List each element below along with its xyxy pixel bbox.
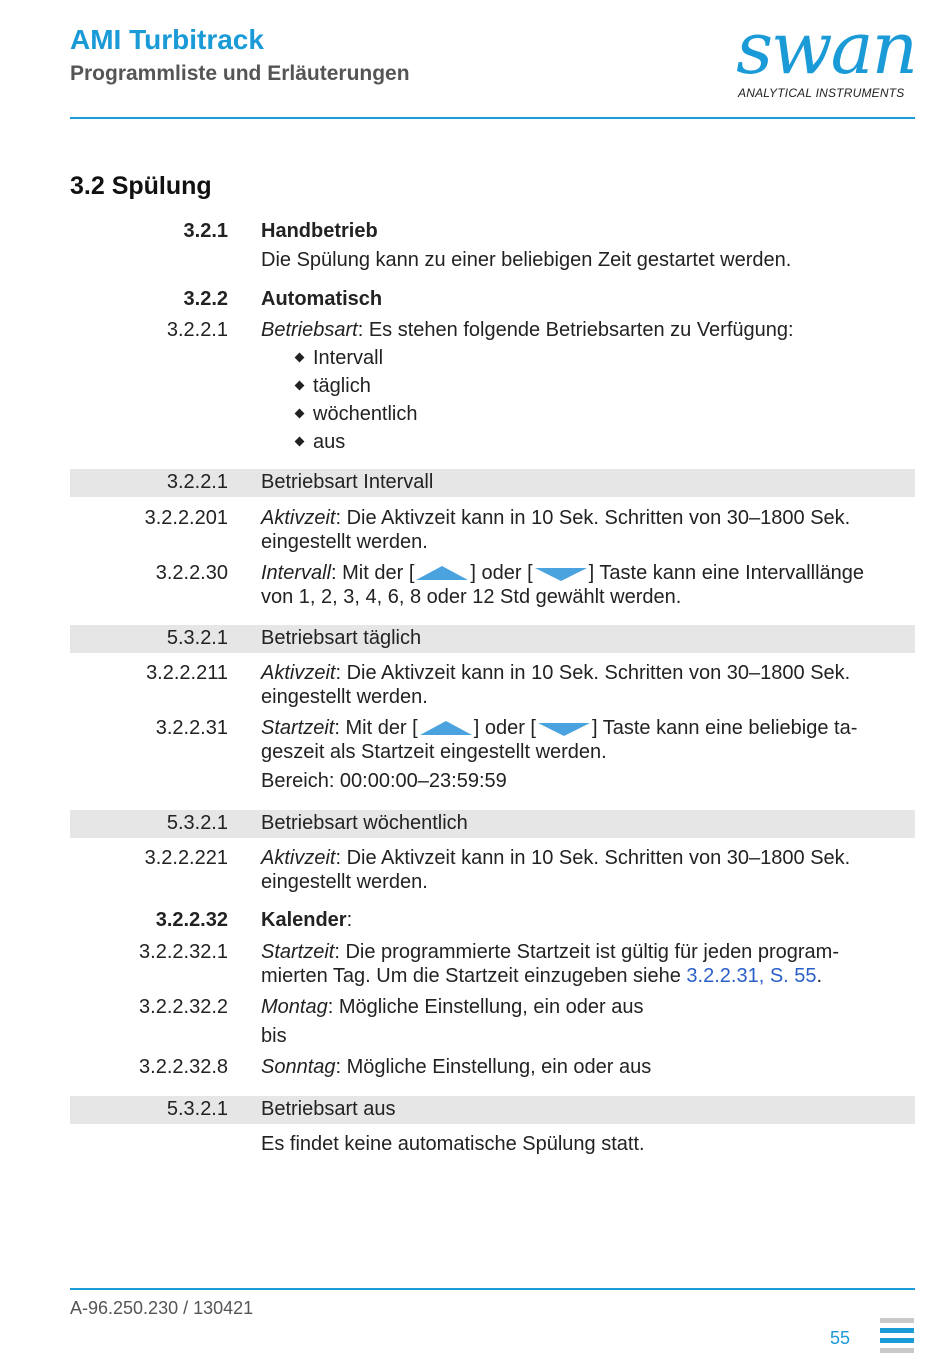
row-number: 3.2.2.30 xyxy=(155,562,228,584)
list-item-label: Intervall xyxy=(313,347,384,369)
document-id: A-96.250.230 / 130421 xyxy=(70,1298,254,1318)
diamond-bullet-icon xyxy=(295,437,305,447)
list-item xyxy=(296,346,383,370)
row-text-part: eingestellt werden. xyxy=(261,686,428,708)
section-title: 3.2 Spülung xyxy=(70,172,212,200)
list-item xyxy=(296,430,345,454)
row-text-part: : Mögliche Einstellung, ein oder aus xyxy=(327,996,644,1018)
down-arrow-key-icon xyxy=(536,719,592,737)
row-label: Startzeit xyxy=(261,717,335,739)
header-subtitle: Programmliste und Erläuterungen xyxy=(70,62,410,85)
row-text xyxy=(261,318,911,342)
row-label: Aktivzeit xyxy=(261,662,336,684)
list-item xyxy=(296,402,418,426)
footer-rule xyxy=(70,1288,915,1290)
list-item-label: täglich xyxy=(313,375,371,397)
row-number: 3.2.2.221 xyxy=(144,847,228,869)
row-number: 3.2.2 xyxy=(183,288,228,310)
row-text-part: ] oder [ xyxy=(473,717,536,739)
row-title: Kalender xyxy=(261,909,347,931)
row-text-part: : Die Aktivzeit kann in 10 Sek. Schritten von 30–1800 Sek. xyxy=(335,847,851,869)
band-title: Betriebsart täglich xyxy=(261,627,422,649)
row-text xyxy=(261,908,911,932)
band-number: 5.3.2.1 xyxy=(166,1098,228,1120)
row-text-part: : Mit der [ xyxy=(334,717,418,739)
row-number: 3.2.2.32 xyxy=(155,909,228,931)
header-rule xyxy=(70,117,915,119)
row-text-part: ] Taste kann eine Intervalllänge xyxy=(588,562,865,584)
row-number: 3.2.2.32.8 xyxy=(139,1056,228,1078)
row-number: 3.2.2.31 xyxy=(155,717,228,739)
list-item-label: wöchentlich xyxy=(313,403,418,425)
row-label: Intervall xyxy=(261,562,332,584)
row-text xyxy=(261,561,911,609)
row-text-part: geszeit als Startzeit eingestellt werden. xyxy=(261,741,607,763)
row-label: Betriebsart xyxy=(261,319,358,341)
page-number: 55 xyxy=(830,1328,851,1348)
row-text xyxy=(261,940,911,988)
band-number: 5.3.2.1 xyxy=(166,812,228,834)
band-number: 3.2.2.1 xyxy=(166,471,228,493)
row-number: 3.2.2.32.2 xyxy=(139,996,228,1018)
row-number: 3.2.2.1 xyxy=(166,319,228,341)
row-label: Montag xyxy=(261,996,328,1018)
band-title: Betriebsart wöchentlich xyxy=(261,812,468,834)
row-text-part: : Mit der [ xyxy=(331,562,415,584)
row-text xyxy=(261,716,911,764)
up-arrow-key-icon xyxy=(414,564,470,582)
row-number: 3.2.2.201 xyxy=(144,507,228,529)
row-text-part: eingestellt werden. xyxy=(261,871,428,893)
row-text-part: : xyxy=(346,909,353,931)
band-title: Betriebsart aus xyxy=(261,1098,396,1120)
diamond-bullet-icon xyxy=(295,381,305,391)
list-item-label: aus xyxy=(313,431,346,453)
row-text-part: : Die Aktivzeit kann in 10 Sek. Schritten von 30–1800 Sek. xyxy=(335,662,851,684)
band-number: 5.3.2.1 xyxy=(166,627,228,649)
list-item xyxy=(296,374,371,398)
row-title: Automatisch xyxy=(261,288,383,310)
row-number: 3.2.2.32.1 xyxy=(139,941,228,963)
swan-logo xyxy=(736,6,916,104)
row-text xyxy=(261,1055,911,1079)
row-label: Sonntag xyxy=(261,1056,336,1078)
row-text-part: ] oder [ xyxy=(470,562,533,584)
header-title: AMI Turbitrack xyxy=(70,24,264,55)
up-arrow-key-icon xyxy=(418,719,474,737)
row-text xyxy=(261,506,911,554)
row-text: Die Spülung kann zu einer beliebigen Zeit gestartet werden. xyxy=(261,249,792,271)
page-bars-icon xyxy=(880,1318,914,1358)
row-title: Handbetrieb xyxy=(261,220,378,242)
row-text: Bereich: 00:00:00–23:59:59 xyxy=(261,770,507,792)
row-text xyxy=(261,846,911,894)
logo-word: swan xyxy=(736,6,916,90)
band-title: Betriebsart Intervall xyxy=(261,471,434,493)
row-text-part: . xyxy=(816,965,823,987)
row-text xyxy=(261,995,911,1019)
row-text xyxy=(261,661,911,709)
row-label: Aktivzeit xyxy=(261,507,336,529)
cross-reference-link[interactable]: 3.2.2.31, S. 55 xyxy=(686,965,817,987)
row-label: Startzeit xyxy=(261,941,335,963)
row-text-part: mierten Tag. Um die Startzeit einzugeben siehe xyxy=(261,965,687,987)
row-text: Es findet keine automatische Spülung statt. xyxy=(261,1133,645,1155)
row-text-part: eingestellt werden. xyxy=(261,531,428,553)
row-text-part: : Es stehen folgende Betriebsarten zu Verfügung: xyxy=(357,319,794,341)
row-number: 3.2.1 xyxy=(183,220,228,242)
diamond-bullet-icon xyxy=(295,353,305,363)
row-text-part: : Die programmierte Startzeit ist gültig für jeden program- xyxy=(334,941,839,963)
down-arrow-key-icon xyxy=(533,564,589,582)
row-text-part: : Mögliche Einstellung, ein oder aus xyxy=(335,1056,652,1078)
logo-tagline: ANALYTICAL INSTRUMENTS xyxy=(738,86,905,100)
row-number: 3.2.2.211 xyxy=(146,662,228,684)
row-label: Aktivzeit xyxy=(261,847,336,869)
row-text-part: von 1, 2, 3, 4, 6, 8 oder 12 Std gewählt werden. xyxy=(261,586,682,608)
row-text: bis xyxy=(261,1025,287,1047)
diamond-bullet-icon xyxy=(295,409,305,419)
row-text-part: ] Taste kann eine beliebige ta- xyxy=(591,717,858,739)
row-text-part: : Die Aktivzeit kann in 10 Sek. Schritten von 30–1800 Sek. xyxy=(335,507,851,529)
